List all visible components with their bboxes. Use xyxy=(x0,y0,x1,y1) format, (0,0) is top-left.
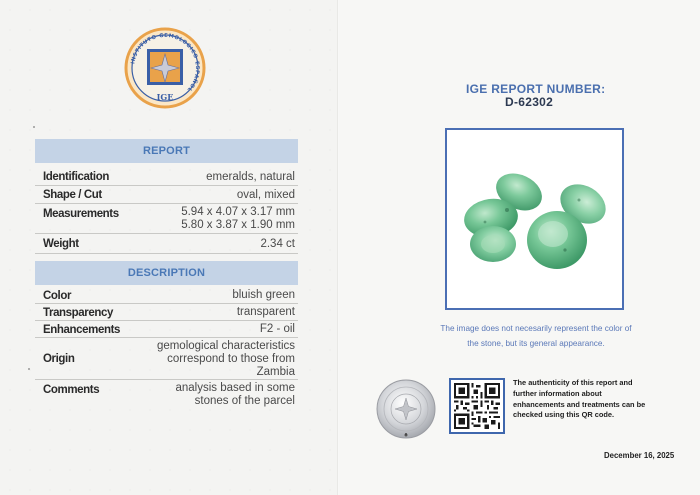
shape-cut-label: Shape / Cut xyxy=(43,188,102,202)
measurements-label: Measurements xyxy=(43,207,119,221)
origin-line-2: correspond to those from xyxy=(167,352,295,365)
comments-label: Comments xyxy=(43,383,100,397)
weight-value: 2.34 ct xyxy=(260,237,295,250)
stone-photo-frame xyxy=(445,128,624,310)
row-weight xyxy=(35,234,298,254)
row-measurements xyxy=(35,204,298,234)
row-color xyxy=(35,287,298,304)
weight-label: Weight xyxy=(43,237,79,251)
report-rows xyxy=(35,168,298,254)
shape-cut-value: oval, mixed xyxy=(236,188,295,201)
origin-line-3: Zambia xyxy=(256,365,295,378)
emerald-stones-photo xyxy=(447,130,622,308)
measurements-line-1: 5.94 x 4.07 x 3.17 mm xyxy=(181,206,295,218)
row-identification xyxy=(35,168,298,186)
row-comments xyxy=(35,380,298,410)
row-enhancements xyxy=(35,321,298,338)
identification-value: emeralds, natural xyxy=(206,170,295,183)
caption-line-2: the stone, but its general appearance. xyxy=(467,339,605,348)
logo-ring-text: INSTITUTO GEMOLOGICO ESPAÑOL xyxy=(130,32,201,93)
fold-line xyxy=(337,0,339,495)
report-date: December 16, 2025 xyxy=(604,451,675,460)
transparency-label: Transparency xyxy=(43,306,113,319)
logo-acronym: IGE xyxy=(156,92,174,102)
row-origin xyxy=(35,338,298,380)
caption-line-1: The image does not necesarily represent the color of xyxy=(440,324,632,333)
report-number-title: IGE REPORT NUMBER: xyxy=(466,82,606,96)
origin-line-1: gemological characteristics xyxy=(156,339,295,352)
enhancements-label: Enhancements xyxy=(43,323,121,336)
measurements-line-2: 5.80 x 3.87 x 1.90 mm xyxy=(181,219,295,231)
description-section-header: DESCRIPTION xyxy=(35,261,298,285)
origin-label: Origin xyxy=(43,352,75,366)
hologram-seal-icon xyxy=(375,378,437,440)
enhancements-value: F2 - oil xyxy=(259,323,295,335)
ige-logo-icon xyxy=(124,27,206,109)
paper-speck xyxy=(33,126,35,128)
transparency-value: transparent xyxy=(236,306,295,318)
paper-speck xyxy=(28,368,30,370)
paper-speck xyxy=(405,433,407,435)
origin-value xyxy=(157,340,295,379)
report-number-value: D-62302 xyxy=(505,95,554,109)
measurements-value xyxy=(181,206,295,232)
description-rows xyxy=(35,287,298,410)
photo-caption xyxy=(420,321,652,351)
comments-line-1: analysis based in some xyxy=(175,382,295,394)
comments-value xyxy=(175,382,295,408)
color-value: bluish green xyxy=(232,289,295,301)
comments-line-2: stones of the parcel xyxy=(194,395,295,407)
row-shape-cut xyxy=(35,186,298,204)
qr-code-icon[interactable] xyxy=(449,378,505,434)
row-transparency xyxy=(35,304,298,321)
color-label: Color xyxy=(43,289,72,302)
report-section-header: REPORT xyxy=(35,139,298,163)
qr-authenticity-note: The authenticity of this report and further information about enhancements and treatments can be checked using this QR code. xyxy=(513,378,646,420)
identification-label: Identification xyxy=(43,170,109,184)
